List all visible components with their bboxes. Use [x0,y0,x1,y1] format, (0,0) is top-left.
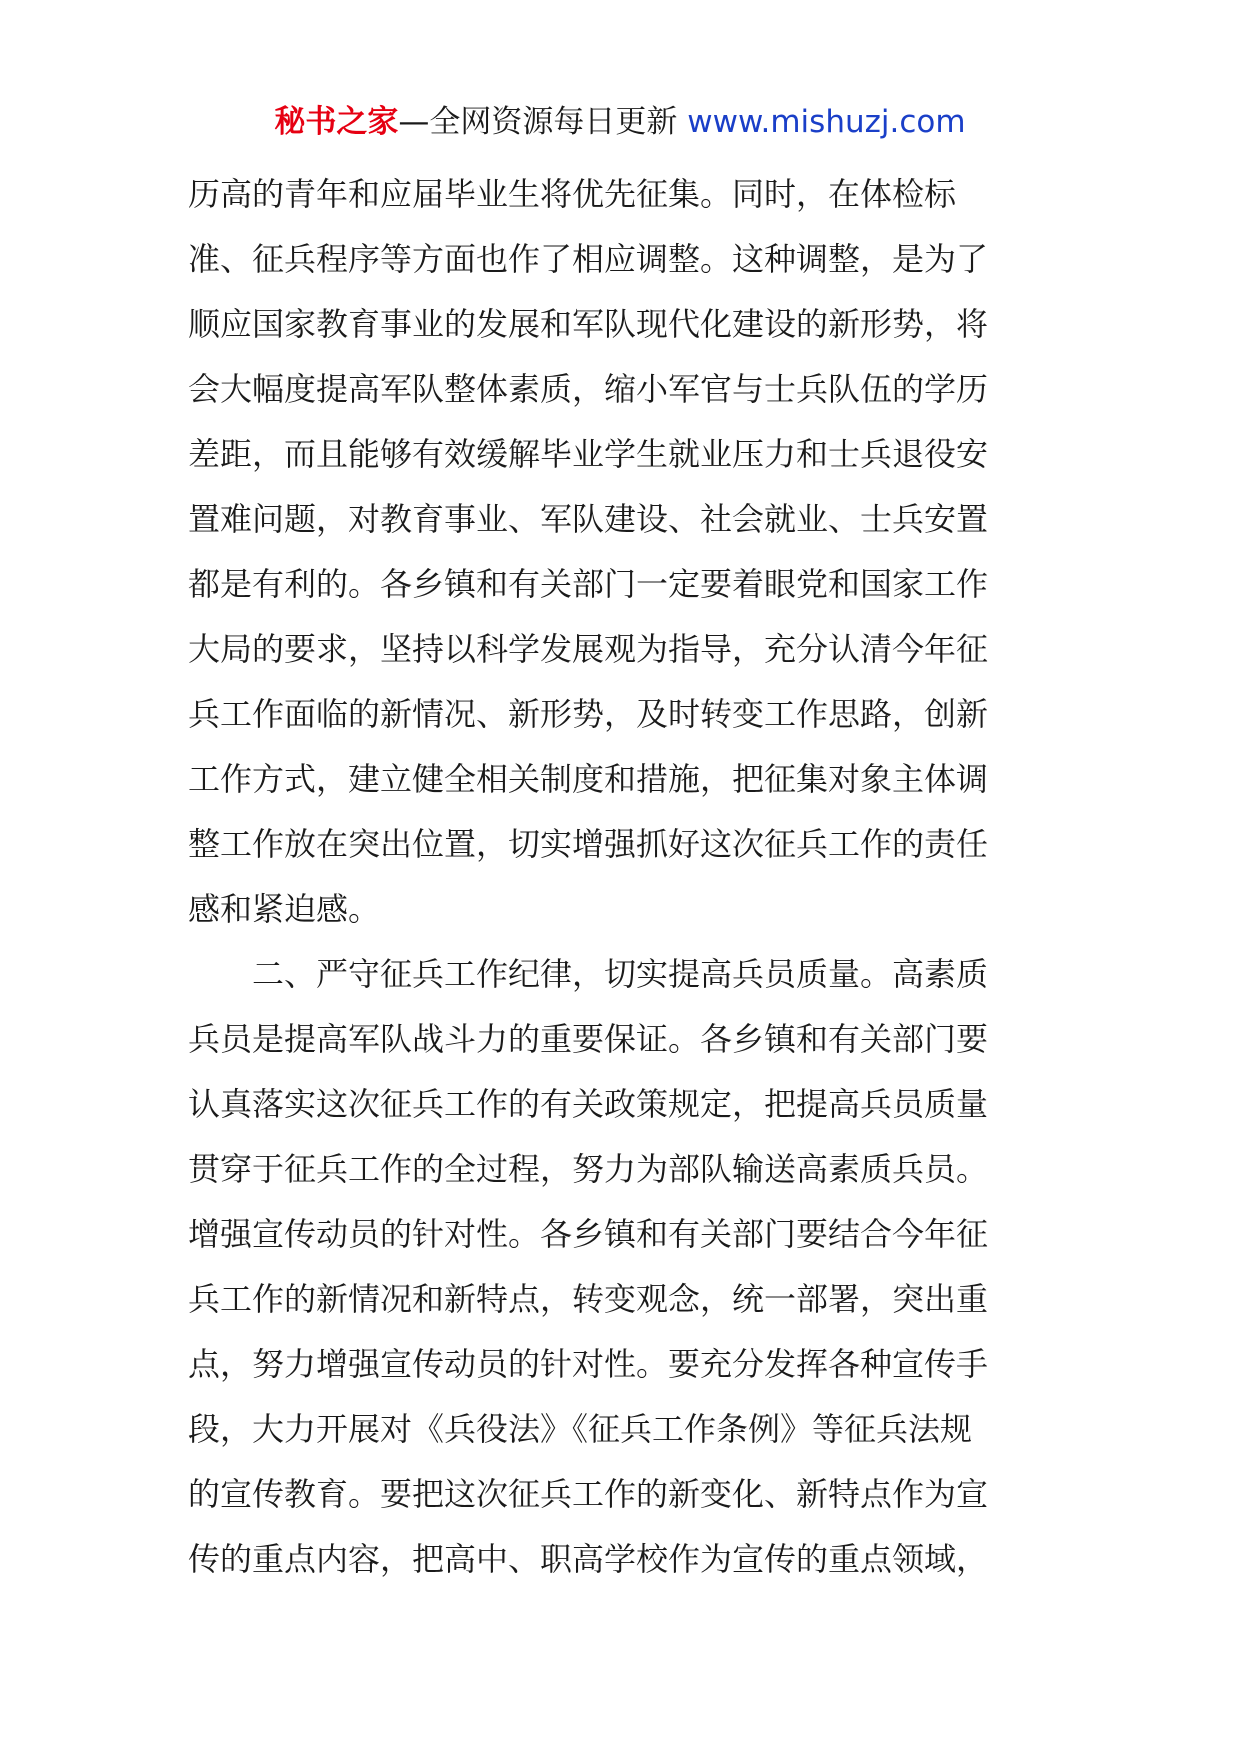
text-line: 整工作放在突出位置，切实增强抓好这次征兵工作的责任 [188,825,989,863]
text-line: 历高的青年和应届毕业生将优先征集。同时，在体检标 [188,175,957,213]
text-line: 差距，而且能够有效缓解毕业学生就业压力和士兵退役安 [188,435,989,473]
text-line: 的宣传教育。要把这次征兵工作的新变化、新特点作为宣 [188,1475,989,1513]
text-line: 置难问题，对教育事业、军队建设、社会就业、士兵安置 [188,500,989,538]
text-line: 会大幅度提高军队整体素质，缩小军官与士兵队伍的学历 [188,370,989,408]
text-line: 兵员是提高军队战斗力的重要保证。各乡镇和有关部门要 [188,1020,989,1058]
section-heading-line: 二、严守征兵工作纪律，切实提高兵员质量。高素质 [252,955,989,993]
text-line: 都是有利的。各乡镇和有关部门一定要着眼党和国家工作 [188,565,989,603]
page-header [0,100,1240,144]
text-line: 段，大力开展对《兵役法》《征兵工作条例》等征兵法规 [188,1410,973,1448]
text-line: 兵工作的新情况和新特点，转变观念，统一部署，突出重 [188,1280,989,1318]
text-line: 工作方式，建立健全相关制度和措施，把征集对象主体调 [188,760,989,798]
text-line: 兵工作面临的新情况、新形势，及时转变工作思路，创新 [188,695,989,733]
text-line: 增强宣传动员的针对性。各乡镇和有关部门要结合今年征 [188,1215,989,1253]
text-line: 认真落实这次征兵工作的有关政策规定，把提高兵员质量 [188,1085,989,1123]
text-line: 大局的要求，坚持以科学发展观为指导，充分认清今年征 [188,630,989,668]
text-line: 贯穿于征兵工作的全过程，努力为部队输送高素质兵员。 [188,1150,989,1188]
header-brand: 秘书之家 [274,104,399,140]
text-line: 感和紧迫感。 [188,890,381,928]
text-line: 点，努力增强宣传动员的针对性。要充分发挥各种宣传手 [188,1345,989,1383]
header-url-link[interactable]: www.mishuzj.com [687,104,966,140]
text-line: 准、征兵程序等方面也作了相应调整。这种调整，是为了 [188,240,989,278]
text-line: 顺应国家教育事业的发展和军队现代化建设的新形势，将 [188,305,989,343]
document-body [188,162,1058,1592]
header-tagline: —全网资源每日更新 [398,104,688,140]
text-line: 传的重点内容，把高中、职高学校作为宣传的重点领域， [188,1540,989,1578]
